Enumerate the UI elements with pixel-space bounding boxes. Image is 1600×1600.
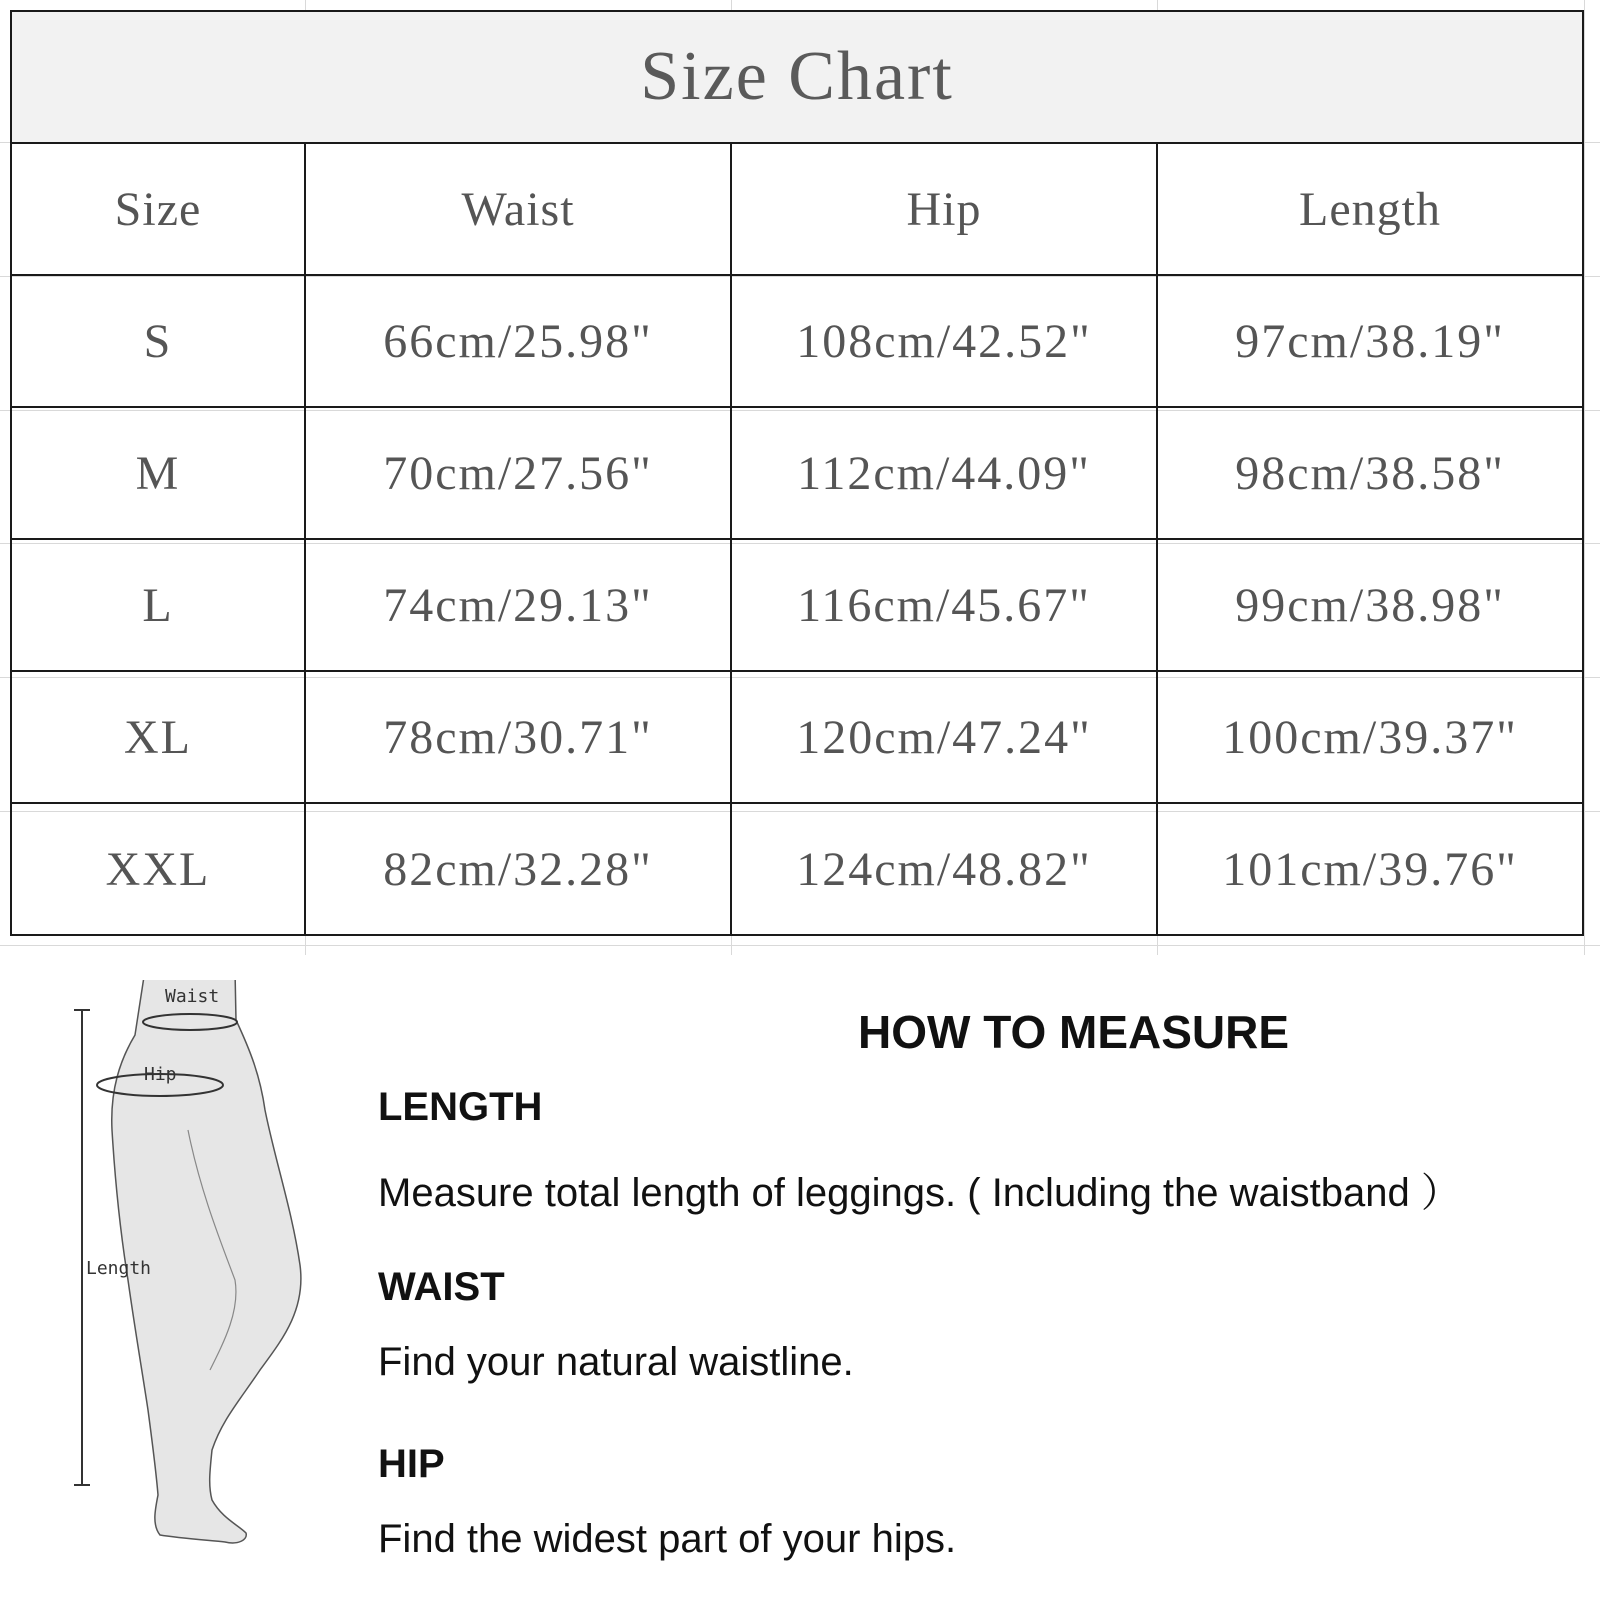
- length-cell: 100cm/39.37": [1157, 671, 1583, 803]
- length-description: Measure total length of leggings. ( Including the waistband ）: [378, 1171, 1461, 1215]
- hip-cell: 108cm/42.52": [731, 275, 1157, 407]
- length-heading: LENGTH: [378, 1085, 543, 1129]
- column-header-waist: Waist: [305, 143, 731, 275]
- table-row: [11, 407, 1583, 539]
- hip-cell: 116cm/45.67": [731, 539, 1157, 671]
- length-cell: 99cm/38.98": [1157, 539, 1583, 671]
- how-to-measure-section: [0, 955, 1600, 1600]
- waist-cell: 82cm/32.28": [305, 803, 731, 935]
- hip-cell: 124cm/48.82": [731, 803, 1157, 935]
- hip-cell: 120cm/47.24": [731, 671, 1157, 803]
- table-row: [11, 275, 1583, 407]
- column-header-length: Length: [1157, 143, 1583, 275]
- waist-heading: WAIST: [378, 1265, 505, 1309]
- hip-cell: 112cm/44.09": [731, 407, 1157, 539]
- column-header-size: Size: [11, 143, 305, 275]
- how-to-measure-title: HOW TO MEASURE: [858, 1006, 1290, 1058]
- leggings-figure: [60, 980, 330, 1580]
- hip-heading: HIP: [378, 1442, 445, 1486]
- table-row: [11, 539, 1583, 671]
- table-row: [11, 803, 1583, 935]
- leggings-illustration: [60, 980, 330, 1580]
- size-cell: M: [11, 407, 305, 539]
- length-cell: 101cm/39.76": [1157, 803, 1583, 935]
- size-chart-table: [10, 10, 1584, 936]
- column-header-hip: Hip: [731, 143, 1157, 275]
- hip-description: Find the widest part of your hips.: [378, 1517, 957, 1561]
- size-cell: S: [11, 275, 305, 407]
- size-chart-title: Size Chart: [11, 11, 1583, 143]
- waist-cell: 66cm/25.98": [305, 275, 731, 407]
- length-label: Length: [86, 1258, 152, 1279]
- size-cell: XL: [11, 671, 305, 803]
- waist-label: Waist: [165, 986, 220, 1007]
- size-cell: L: [11, 539, 305, 671]
- waist-cell: 78cm/30.71": [305, 671, 731, 803]
- waist-cell: 70cm/27.56": [305, 407, 731, 539]
- waist-description: Find your natural waistline.: [378, 1340, 854, 1384]
- table-row: [11, 671, 1583, 803]
- length-cell: 98cm/38.58": [1157, 407, 1583, 539]
- hip-label: Hip: [144, 1064, 177, 1085]
- title-row: [11, 11, 1583, 143]
- waist-cell: 74cm/29.13": [305, 539, 731, 671]
- size-cell: XXL: [11, 803, 305, 935]
- length-cell: 97cm/38.19": [1157, 275, 1583, 407]
- header-row: [11, 143, 1583, 275]
